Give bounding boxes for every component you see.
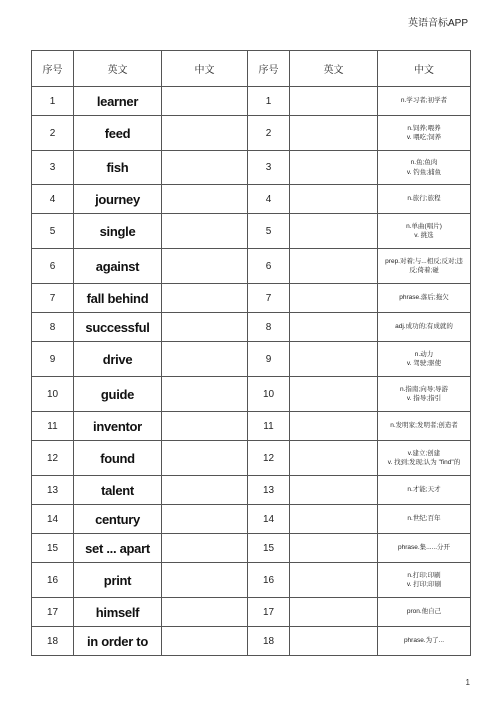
english-word: journey <box>74 185 162 214</box>
table-row <box>32 342 471 377</box>
row-number-2: 18 <box>248 627 290 656</box>
english-word: against <box>74 249 162 284</box>
meaning-line: n.世纪;百年 <box>407 515 441 523</box>
english-blank-cell <box>290 342 378 377</box>
meaning-line: n.指南;向导;导游 <box>399 385 449 393</box>
header-english: 英文 <box>74 51 162 87</box>
meaning-line: prep.对着;与...相反;反对;违 <box>385 257 463 265</box>
row-number: 3 <box>32 151 74 185</box>
row-number-2: 16 <box>248 563 290 598</box>
table-row <box>32 249 471 284</box>
meaning-line: v.建立;创建 <box>407 449 441 457</box>
row-number-2: 9 <box>248 342 290 377</box>
meaning-line: adj.成功的;有成就的 <box>395 323 453 331</box>
table-row <box>32 476 471 505</box>
row-number: 5 <box>32 214 74 249</box>
table-row <box>32 284 471 313</box>
chinese-meaning <box>378 249 471 284</box>
row-number: 1 <box>32 87 74 116</box>
meaning-line: v. 钓鱼;捕鱼 <box>406 168 442 176</box>
header-chinese-2: 中文 <box>378 51 471 87</box>
row-number: 18 <box>32 627 74 656</box>
chinese-blank-cell <box>162 214 248 249</box>
meaning-line: pron.他自己 <box>406 608 442 616</box>
header-chinese: 中文 <box>162 51 248 87</box>
chinese-blank-cell <box>162 313 248 342</box>
english-blank-cell <box>290 116 378 151</box>
row-number-2: 10 <box>248 377 290 412</box>
english-word: feed <box>74 116 162 151</box>
table-row <box>32 185 471 214</box>
table-row <box>32 214 471 249</box>
english-blank-cell <box>290 412 378 441</box>
english-word: learner <box>74 87 162 116</box>
chinese-blank-cell <box>162 476 248 505</box>
chinese-blank-cell <box>162 441 248 476</box>
chinese-blank-cell <box>162 151 248 185</box>
chinese-meaning <box>378 441 471 476</box>
meaning-line: 反;倚着;碰 <box>409 267 439 274</box>
english-blank-cell <box>290 598 378 627</box>
english-blank-cell <box>290 284 378 313</box>
meaning-line: n.鱼;鱼肉 <box>410 159 438 167</box>
table-row <box>32 563 471 598</box>
chinese-blank-cell <box>162 249 248 284</box>
chinese-meaning <box>378 342 471 377</box>
english-blank-cell <box>290 377 378 412</box>
english-word: found <box>74 441 162 476</box>
table-row <box>32 377 471 412</box>
table-row <box>32 151 471 185</box>
chinese-blank-cell <box>162 598 248 627</box>
english-blank-cell <box>290 476 378 505</box>
app-title: 英语音标APP <box>407 18 468 29</box>
english-word: print <box>74 563 162 598</box>
chinese-meaning <box>378 116 471 151</box>
page-number: 1 <box>465 678 470 687</box>
english-blank-cell <box>290 185 378 214</box>
meaning-line: v. 指导;指引 <box>406 395 442 402</box>
english-blank-cell <box>290 627 378 656</box>
row-number: 7 <box>32 284 74 313</box>
english-blank-cell <box>290 151 378 185</box>
meaning-line: n.单曲(唱片) <box>406 222 442 230</box>
row-number: 9 <box>32 342 74 377</box>
chinese-blank-cell <box>162 534 248 563</box>
meaning-line: phrase.集......分开 <box>397 544 451 552</box>
english-word: drive <box>74 342 162 377</box>
row-number: 11 <box>32 412 74 441</box>
row-number-2: 13 <box>248 476 290 505</box>
row-number: 4 <box>32 185 74 214</box>
english-word: talent <box>74 476 162 505</box>
english-blank-cell <box>290 534 378 563</box>
table-row <box>32 534 471 563</box>
meaning-line: v. 挑选 <box>414 232 434 239</box>
header-english-2: 英文 <box>290 51 378 87</box>
english-word: fall behind <box>74 284 162 313</box>
english-blank-cell <box>290 214 378 249</box>
table-row <box>32 313 471 342</box>
english-word: century <box>74 505 162 534</box>
row-number-2: 15 <box>248 534 290 563</box>
chinese-blank-cell <box>162 87 248 116</box>
row-number-2: 11 <box>248 412 290 441</box>
row-number: 14 <box>32 505 74 534</box>
chinese-meaning <box>378 214 471 249</box>
chinese-meaning <box>378 563 471 598</box>
chinese-blank-cell <box>162 627 248 656</box>
row-number-2: 14 <box>248 505 290 534</box>
row-number-2: 2 <box>248 116 290 151</box>
english-word: himself <box>74 598 162 627</box>
table-row <box>32 505 471 534</box>
row-number: 15 <box>32 534 74 563</box>
chinese-meaning <box>378 284 471 313</box>
table-row <box>32 598 471 627</box>
chinese-meaning <box>378 87 471 116</box>
table-row <box>32 441 471 476</box>
table-body <box>32 87 471 656</box>
chinese-blank-cell <box>162 342 248 377</box>
english-word: inventor <box>74 412 162 441</box>
row-number-2: 8 <box>248 313 290 342</box>
chinese-meaning <box>378 377 471 412</box>
row-number-2: 5 <box>248 214 290 249</box>
table-row <box>32 412 471 441</box>
chinese-meaning <box>378 505 471 534</box>
meaning-line: n.旅行;旅程 <box>407 195 441 203</box>
meaning-line: phrase.落后;拖欠 <box>399 294 449 302</box>
row-number-2: 12 <box>248 441 290 476</box>
meaning-line: v. 找到;发现;认为 "find"的 <box>387 459 461 466</box>
meaning-line: n.才能;天才 <box>407 486 441 494</box>
chinese-meaning <box>378 476 471 505</box>
chinese-blank-cell <box>162 563 248 598</box>
row-number: 2 <box>32 116 74 151</box>
meaning-line: n.打印;印刷 <box>407 571 441 579</box>
row-number: 6 <box>32 249 74 284</box>
english-word: set ... apart <box>74 534 162 563</box>
chinese-blank-cell <box>162 412 248 441</box>
chinese-blank-cell <box>162 116 248 151</box>
row-number-2: 1 <box>248 87 290 116</box>
chinese-meaning <box>378 627 471 656</box>
row-number-2: 4 <box>248 185 290 214</box>
chinese-blank-cell <box>162 505 248 534</box>
chinese-blank-cell <box>162 284 248 313</box>
english-word: fish <box>74 151 162 185</box>
vocabulary-table <box>31 50 471 656</box>
table-row <box>32 116 471 151</box>
meaning-line: n.饲养;喂养 <box>407 124 441 132</box>
header-number: 序号 <box>32 51 74 87</box>
english-blank-cell <box>290 505 378 534</box>
row-number-2: 3 <box>248 151 290 185</box>
header-number-2: 序号 <box>248 51 290 87</box>
chinese-meaning <box>378 151 471 185</box>
meaning-line: n.动力 <box>414 350 434 358</box>
chinese-meaning <box>378 534 471 563</box>
chinese-blank-cell <box>162 377 248 412</box>
chinese-blank-cell <box>162 185 248 214</box>
row-number: 10 <box>32 377 74 412</box>
english-blank-cell <box>290 563 378 598</box>
row-number: 16 <box>32 563 74 598</box>
english-word: in order to <box>74 627 162 656</box>
english-word: successful <box>74 313 162 342</box>
meaning-line: v. 驾驶;驱使 <box>406 360 442 367</box>
meaning-line: v. 打印;印刷 <box>406 581 442 588</box>
row-number: 13 <box>32 476 74 505</box>
chinese-meaning <box>378 313 471 342</box>
table-row <box>32 627 471 656</box>
meaning-line: phrase.为了... <box>403 637 445 645</box>
row-number-2: 17 <box>248 598 290 627</box>
row-number: 12 <box>32 441 74 476</box>
english-blank-cell <box>290 441 378 476</box>
table-header-row <box>32 51 471 87</box>
table-row <box>32 87 471 116</box>
meaning-line: n.发明家;发明者;创造者 <box>390 422 458 430</box>
meaning-line: n.学习者;初学者 <box>400 97 448 105</box>
english-blank-cell <box>290 87 378 116</box>
english-blank-cell <box>290 313 378 342</box>
chinese-meaning <box>378 412 471 441</box>
english-blank-cell <box>290 249 378 284</box>
meaning-line: v. 喂吃;饲养 <box>406 134 442 141</box>
row-number-2: 6 <box>248 249 290 284</box>
english-word: guide <box>74 377 162 412</box>
english-word: single <box>74 214 162 249</box>
chinese-meaning <box>378 185 471 214</box>
chinese-meaning <box>378 598 471 627</box>
row-number: 8 <box>32 313 74 342</box>
row-number-2: 7 <box>248 284 290 313</box>
row-number: 17 <box>32 598 74 627</box>
